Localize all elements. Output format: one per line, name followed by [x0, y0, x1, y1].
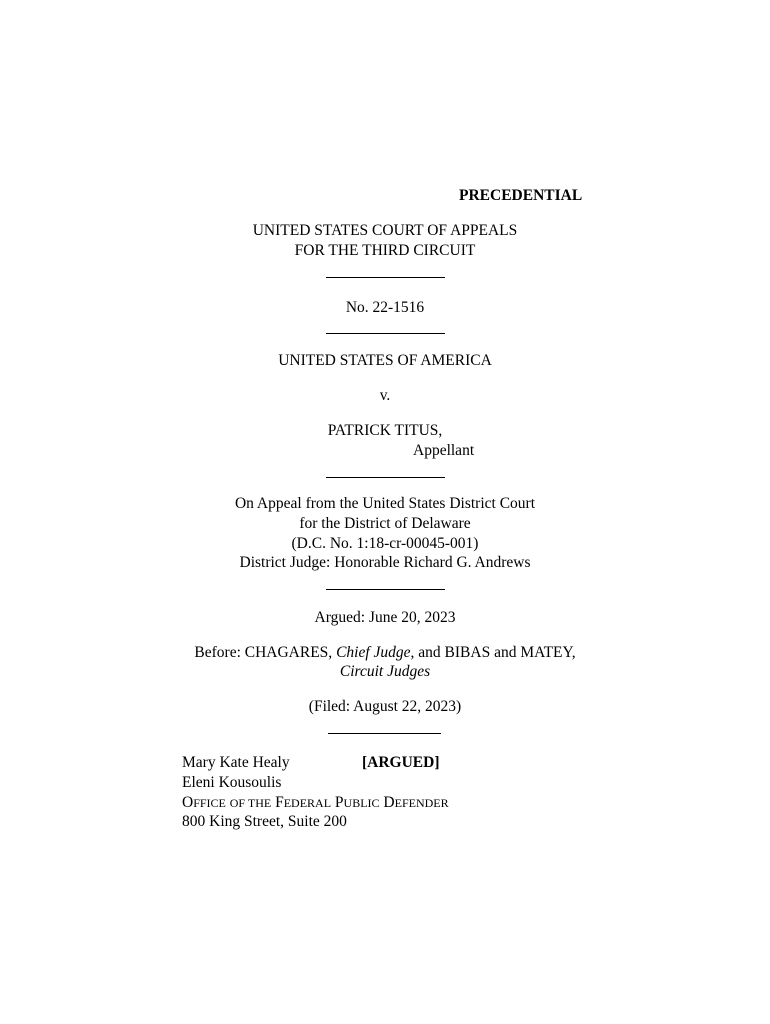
appeal-line3: (D.C. No. 1:18-cr-00045-001) — [291, 535, 479, 552]
case-number: No. 22-1516 — [345, 299, 425, 316]
panel-middle: , and BIBAS and MATEY, — [410, 644, 576, 661]
defendant-name: PATRICK TITUS, — [327, 422, 443, 439]
versus-label: v. — [379, 387, 391, 404]
argued-tag: [ARGUED] — [362, 754, 440, 771]
argued-date: Argued: June 20, 2023 — [314, 609, 456, 626]
circuit-judges-title: Circuit Judges — [339, 663, 431, 680]
appeal-line1: On Appeal from the United States District Court — [234, 495, 536, 512]
counsel-name-1: Mary Kate Healy — [182, 754, 290, 771]
divider — [328, 733, 441, 734]
divider — [326, 589, 445, 590]
appeal-line4: District Judge: Honorable Richard G. Andrews — [239, 554, 531, 571]
counsel-office: OFFICE OF THE FEDERAL PUBLIC DEFENDER — [182, 794, 449, 811]
plaintiff-name: UNITED STATES OF AMERICA — [278, 352, 492, 369]
panel-prefix: Before: CHAGARES, — [194, 644, 337, 661]
court-name-line1: UNITED STATES COURT OF APPEALS — [252, 222, 518, 239]
divider — [326, 477, 445, 478]
filed-date: (Filed: August 22, 2023) — [308, 698, 462, 715]
divider — [326, 277, 445, 278]
panel-line1 — [0, 643, 770, 663]
divider — [326, 333, 445, 334]
precedential-label: PRECEDENTIAL — [459, 187, 583, 204]
counsel-name-2: Eleni Kousoulis — [182, 774, 282, 791]
counsel-address: 800 King Street, Suite 200 — [182, 813, 347, 830]
appeal-line2: for the District of Delaware — [299, 515, 471, 532]
court-name-line2: FOR THE THIRD CIRCUIT — [294, 242, 476, 259]
defendant-role: Appellant — [413, 442, 475, 459]
chief-judge-title: Chief Judge — [336, 644, 411, 661]
